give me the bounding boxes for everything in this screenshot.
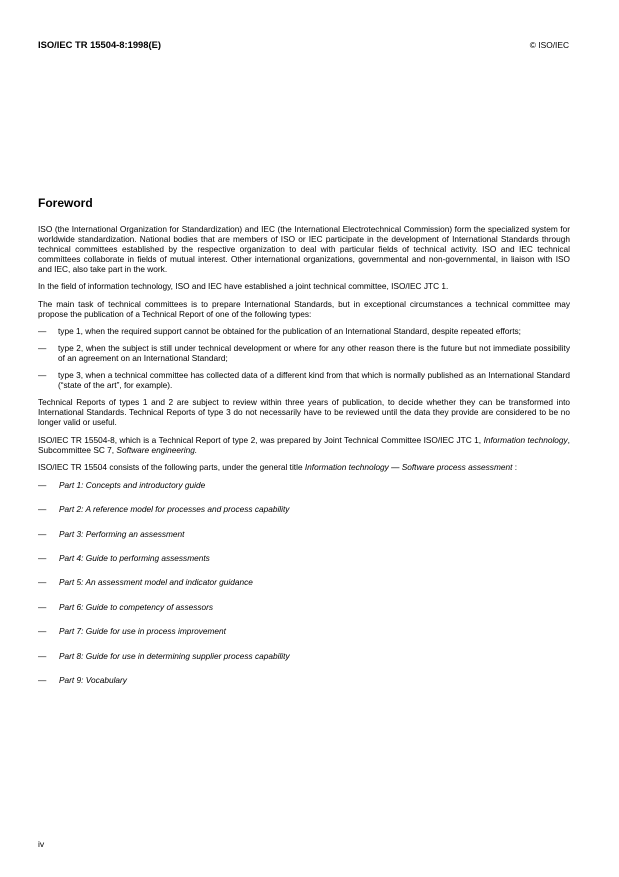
italic-run: Software engineering. [116,444,198,455]
type-1-text: type 1, when the required support cannot be obtained for the publication of an International Standard, despite repeated efforts; [58,325,521,336]
dash-marker: — [38,370,47,381]
part-5-title: Part 5: An assessment model and indicator guidance [59,577,253,588]
list-item [38,529,570,553]
page-title: Foreword [38,196,93,210]
list-item [38,480,570,504]
list-item [38,626,570,650]
part-9-title: Part 9: Vocabulary [59,674,127,685]
list-item [38,326,570,336]
list-item [38,343,570,363]
dash-marker: — [38,342,47,353]
document-id: ISO/IEC TR 15504-8:1998(E) [38,39,161,50]
italic-run: Information technology — Software process assessment [304,461,513,472]
parts-list [38,480,570,700]
dash-marker: — [38,650,47,661]
list-item [38,651,570,675]
italic-run: Information technology [483,434,568,445]
dash-marker: — [38,552,47,563]
type-3-text: type 3, when a technical committee has collected data of a different kind from that which is normally published as an International Standard (“state of the art”, for example). [58,370,570,391]
foreword-body [38,224,570,699]
paragraph-2: In the field of information technology, ISO and IEC have established a joint technical committee, ISO/IEC JTC 1. [38,281,449,292]
dash-marker: — [38,479,47,490]
text-run: ISO/IEC TR 15504 consists of the following parts, under the general title [38,461,305,472]
list-item [38,602,570,626]
part-7-title: Part 7: Guide for use in process improvement [59,626,226,637]
list-item [38,675,570,699]
text-run: ISO/IEC TR 15504-8, which is a Technical Report of type 2, was prepared by Joint Technical Committee ISO/IEC JTC 1, [38,434,484,445]
list-item [38,504,570,528]
dash-marker: — [38,674,47,685]
copyright-notice: © ISO/IEC [529,40,569,50]
part-1-title: Part 1: Concepts and introductory guide [59,479,206,490]
text-run: : [512,461,518,472]
part-2-title: Part 2: A reference model for processes and process capability [59,504,290,515]
paragraph-1: ISO (the International Organization for Standardization) and IEC (the International Electrotechnical Commission) form the specialized system for worldwide standardization. National bodies that are members of ISO or IEC participate in the development of International Standards through technical committees established by the respective organization to deal with particular fields of technical activity. ISO and IEC technical committees collaborate in fields of mutual interest. Other international organizations, governmental and non-governmental, in liaison with ISO and IEC, also take part in the work. [38,224,570,275]
paragraph-3: The main task of technical committees is to prepare International Standards, but in exceptional circumstances a technical committee may propose the publication of a Technical Report of one of the following types: [38,298,570,319]
part-6-title: Part 6: Guide to competency of assessors [59,601,214,612]
list-item [38,577,570,601]
paragraph-6 [38,462,570,472]
type-2-text: type 2, when the subject is still under technical development or where for any other reason there is the future but not immediate possibility of an agreement on an International Standard; [58,342,570,363]
text-run: , Subcommittee SC 7, [38,434,570,455]
dash-marker: — [38,528,47,539]
paragraph-4: Technical Reports of types 1 and 2 are subject to review within three years of publication, to decide whether they can be transformed into International Standards. Technical Reports of type 3 do not necessarily have to be reviewed until the data they provide are considered to be no longer valid or useful. [38,397,570,428]
dash-marker: — [38,577,47,588]
list-item [38,370,570,390]
list-item [38,553,570,577]
dash-marker: — [38,626,47,637]
part-3-title: Part 3: Performing an assessment [59,528,185,539]
part-4-title: Part 4: Guide to performing assessments [59,552,210,563]
dash-marker: — [38,325,47,336]
paragraph-5 [38,435,570,455]
page-number: iv [38,839,45,849]
dash-marker: — [38,504,47,515]
part-8-title: Part 8: Guide for use in determining supplier process capability [59,650,290,661]
dash-marker: — [38,601,47,612]
